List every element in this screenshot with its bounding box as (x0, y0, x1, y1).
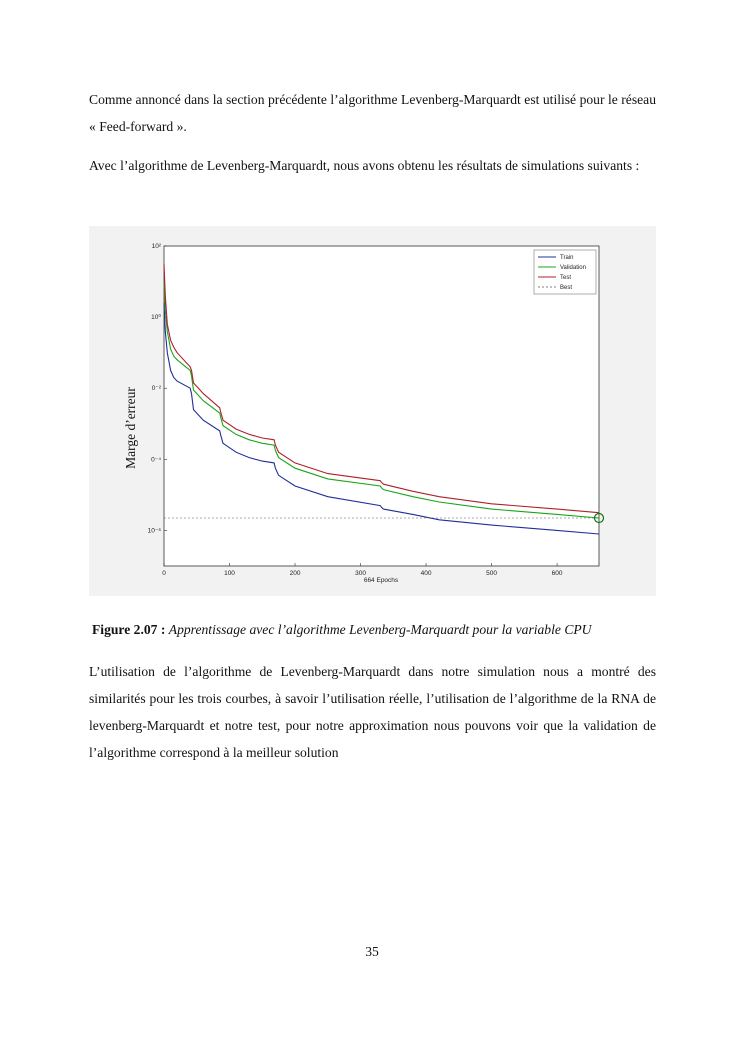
y-axis-label: Marge d’erreur (123, 387, 138, 469)
x-tick-label: 100 (224, 570, 235, 577)
legend-entry-label: Best (560, 285, 573, 292)
caption-text: Apprentissage avec l’algorithme Levenberg-Marquardt pour la variable CPU (168, 622, 592, 637)
y-tick-label: 0⁻² (151, 385, 161, 393)
figure-container (89, 226, 656, 596)
legend-entry-label: Train (560, 255, 574, 262)
y-tick-label: 10⁰ (151, 314, 161, 322)
y-tick-label: 10² (151, 243, 161, 250)
chart-legend (534, 250, 596, 294)
x-tick-label: 0 (162, 570, 166, 577)
x-tick-label: 400 (420, 570, 432, 577)
results-paragraph: Avec l’algorithme de Levenberg-Marquardt, nous avons obtenu les résultats de simulations suivants : (89, 158, 640, 173)
legend-entry-label: Validation (560, 265, 586, 272)
discussion-paragraph: L’utilisation de l’algorithme de Levenberg-Marquardt dans notre simulation nous a montré des similarités pour les trois courbes, à savoir l’utilisation réelle, l’utilisation de l’algorithme de la RNA de levenberg-Marquardt et notre test, pour notre approximation nous pouvons voir que la validation de l’algorithme correspond à la meilleur solution (89, 664, 656, 760)
x-tick-label: 600 (551, 570, 563, 577)
x-tick-label: 300 (355, 570, 366, 577)
y-tick-label: 0⁻⁴ (151, 456, 161, 464)
x-tick-label: 200 (289, 570, 301, 577)
page-number: 35 (365, 944, 379, 959)
y-tick-label: 10⁻⁶ (147, 527, 161, 535)
legend-entry-label: Test (560, 275, 572, 282)
training-error-chart (89, 226, 656, 596)
x-tick-label: 500 (486, 570, 497, 577)
caption-label: Figure 2.07 : (92, 622, 166, 637)
x-axis-label: 664 Epochs (363, 577, 399, 584)
figure-caption (92, 622, 692, 638)
intro-paragraph: Comme annoncé dans la section précédente l’algorithme Levenberg-Marquardt est utilisé pour le réseau « Feed-forward ». (89, 92, 656, 134)
